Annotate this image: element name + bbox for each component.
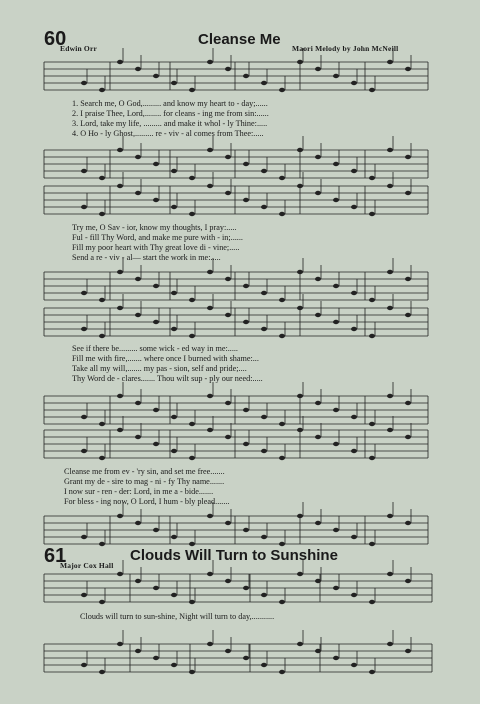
notehead xyxy=(135,435,141,439)
notehead xyxy=(243,528,249,532)
treble-staff xyxy=(44,430,428,458)
notehead xyxy=(171,169,177,173)
notehead xyxy=(243,408,249,412)
lyric-line: Grant my de - sire to mag - ni - fy Thy name....... xyxy=(64,477,225,486)
lyric-line: Take all my will,....... my pas - sion, self and pride;.... xyxy=(72,364,247,373)
notehead xyxy=(405,191,411,195)
hymn-number: 61 xyxy=(44,545,67,567)
notehead xyxy=(279,88,285,92)
notehead xyxy=(135,155,141,159)
notehead xyxy=(117,306,123,310)
notehead xyxy=(297,514,303,518)
notehead xyxy=(279,176,285,180)
notehead xyxy=(261,327,267,331)
notehead xyxy=(81,169,87,173)
lyric-line: See if there be......... some wick - ed way in me:..... xyxy=(72,344,238,353)
notehead xyxy=(243,74,249,78)
notehead xyxy=(315,521,321,525)
music-credit: Major Cox Hall xyxy=(60,561,114,570)
notehead xyxy=(81,663,87,667)
notehead xyxy=(225,67,231,71)
notehead xyxy=(135,521,141,525)
notehead xyxy=(117,514,123,518)
bass-staff xyxy=(44,644,432,672)
notehead xyxy=(279,298,285,302)
lyric-line: Cleanse me from ev - 'ry sin, and set me free....... xyxy=(64,467,225,476)
notehead xyxy=(153,162,159,166)
notehead xyxy=(81,81,87,85)
notehead xyxy=(117,60,123,64)
notehead xyxy=(225,521,231,525)
notehead xyxy=(351,205,357,209)
notehead xyxy=(351,415,357,419)
notehead xyxy=(135,401,141,405)
notehead xyxy=(153,408,159,412)
notehead xyxy=(189,334,195,338)
notehead xyxy=(207,306,213,310)
notehead xyxy=(405,67,411,71)
notehead xyxy=(279,670,285,674)
notehead xyxy=(315,155,321,159)
bass-staff xyxy=(44,272,428,300)
notehead xyxy=(297,270,303,274)
notehead xyxy=(369,176,375,180)
notehead xyxy=(225,313,231,317)
notehead xyxy=(279,600,285,604)
notehead xyxy=(387,148,393,152)
bass-staff xyxy=(44,150,428,178)
notehead xyxy=(99,298,105,302)
notehead xyxy=(333,162,339,166)
notehead xyxy=(189,542,195,546)
notehead xyxy=(387,394,393,398)
notehead xyxy=(369,334,375,338)
notehead xyxy=(261,535,267,539)
lyric-line: Send a re - viv - al— start the work in me:..... xyxy=(72,253,221,262)
notehead xyxy=(153,442,159,446)
hymn-number: 60 xyxy=(44,28,67,50)
notehead xyxy=(351,593,357,597)
notehead xyxy=(225,579,231,583)
notehead xyxy=(99,670,105,674)
treble-staff xyxy=(44,574,432,602)
notehead xyxy=(387,270,393,274)
notehead xyxy=(243,162,249,166)
notehead xyxy=(135,579,141,583)
notehead xyxy=(171,535,177,539)
notehead xyxy=(153,528,159,532)
notehead xyxy=(171,327,177,331)
notehead xyxy=(189,88,195,92)
notehead xyxy=(207,148,213,152)
notehead xyxy=(333,74,339,78)
notehead xyxy=(171,291,177,295)
notehead xyxy=(279,542,285,546)
lyric-line: Fill me with fire,....... where once I burned with shame:... xyxy=(72,354,259,363)
notehead xyxy=(99,334,105,338)
notehead xyxy=(369,212,375,216)
notehead xyxy=(135,313,141,317)
notehead xyxy=(405,155,411,159)
notehead xyxy=(243,198,249,202)
notehead xyxy=(261,449,267,453)
notehead xyxy=(369,298,375,302)
notehead xyxy=(333,442,339,446)
notehead xyxy=(81,205,87,209)
notehead xyxy=(261,81,267,85)
notehead xyxy=(207,514,213,518)
notehead xyxy=(117,394,123,398)
notehead xyxy=(153,586,159,590)
notehead xyxy=(81,415,87,419)
notehead xyxy=(243,284,249,288)
notehead xyxy=(279,212,285,216)
lyric-line: I now sur - ren - der: Lord, in me a - bide....... xyxy=(64,487,214,496)
notehead xyxy=(99,176,105,180)
lyric-line: 3. Lord, take my life, ......... and make it whol - ly Thine:..... xyxy=(72,119,268,128)
notehead xyxy=(279,334,285,338)
hymn-title: Clouds Will Turn to Sunshine xyxy=(130,547,338,564)
notehead xyxy=(351,663,357,667)
notehead xyxy=(135,277,141,281)
notehead xyxy=(333,284,339,288)
notehead xyxy=(369,600,375,604)
notehead xyxy=(297,306,303,310)
lyric-line: Fill my poor heart with Thy great love di - vine;..... xyxy=(72,243,240,252)
notehead xyxy=(243,586,249,590)
notehead xyxy=(333,198,339,202)
notehead xyxy=(189,670,195,674)
treble-staff xyxy=(44,308,428,336)
notehead xyxy=(153,320,159,324)
notehead xyxy=(315,313,321,317)
notehead xyxy=(369,422,375,426)
notehead xyxy=(405,277,411,281)
notehead xyxy=(207,642,213,646)
notehead xyxy=(117,148,123,152)
notehead xyxy=(297,60,303,64)
notehead xyxy=(225,191,231,195)
notehead xyxy=(315,579,321,583)
lyric-line: 2. I praise Thee, Lord,........ for cleans - ing me from sin:...... xyxy=(72,109,269,118)
notehead xyxy=(153,198,159,202)
notehead xyxy=(99,600,105,604)
notehead xyxy=(135,191,141,195)
notehead xyxy=(189,422,195,426)
notehead xyxy=(135,649,141,653)
notehead xyxy=(225,435,231,439)
notehead xyxy=(351,535,357,539)
notehead xyxy=(369,670,375,674)
notehead xyxy=(117,642,123,646)
notehead xyxy=(279,456,285,460)
notehead xyxy=(387,428,393,432)
notehead xyxy=(369,542,375,546)
notehead xyxy=(171,415,177,419)
notehead xyxy=(297,428,303,432)
notehead xyxy=(297,572,303,576)
notehead xyxy=(261,415,267,419)
notehead xyxy=(333,656,339,660)
notehead xyxy=(315,435,321,439)
notehead xyxy=(351,291,357,295)
words-credit: Edwin Orr xyxy=(60,44,98,53)
notehead xyxy=(207,394,213,398)
notehead xyxy=(315,277,321,281)
notehead xyxy=(261,291,267,295)
notehead xyxy=(243,442,249,446)
notehead xyxy=(135,67,141,71)
notehead xyxy=(207,184,213,188)
notehead xyxy=(387,572,393,576)
notehead xyxy=(81,291,87,295)
notehead xyxy=(297,394,303,398)
notehead xyxy=(387,184,393,188)
notehead xyxy=(171,81,177,85)
notehead xyxy=(405,521,411,525)
notehead xyxy=(297,148,303,152)
notehead xyxy=(333,586,339,590)
lyric-line: 1. Search me, O God,......... and know my heart to - day;...... xyxy=(72,99,268,108)
lyric-line: Thy Word de - clares....... Thou wilt sup - ply our need:..... xyxy=(72,374,263,383)
notehead xyxy=(81,327,87,331)
music-credit: Maori Melody by John McNeill xyxy=(292,44,399,53)
notehead xyxy=(189,176,195,180)
notehead xyxy=(261,663,267,667)
notehead xyxy=(81,449,87,453)
notehead xyxy=(315,649,321,653)
notehead xyxy=(315,401,321,405)
notehead xyxy=(225,155,231,159)
notehead xyxy=(207,60,213,64)
notehead xyxy=(333,408,339,412)
notehead xyxy=(351,81,357,85)
notehead xyxy=(171,663,177,667)
notehead xyxy=(189,212,195,216)
notehead xyxy=(99,212,105,216)
notehead xyxy=(387,642,393,646)
notehead xyxy=(189,456,195,460)
notehead xyxy=(243,656,249,660)
notehead xyxy=(261,169,267,173)
notehead xyxy=(351,327,357,331)
notehead xyxy=(333,320,339,324)
notehead xyxy=(117,428,123,432)
notehead xyxy=(99,422,105,426)
notehead xyxy=(369,88,375,92)
lyric-line: Clouds will turn to sun-shine, Night will turn to day,........... xyxy=(80,612,275,621)
notehead xyxy=(333,528,339,532)
lyric-line: For bless - ing now, O Lord, I hum - bly plead....... xyxy=(64,497,230,506)
notehead xyxy=(261,593,267,597)
notehead xyxy=(171,593,177,597)
notehead xyxy=(189,298,195,302)
notehead xyxy=(387,60,393,64)
notehead xyxy=(207,428,213,432)
notehead xyxy=(153,284,159,288)
notehead xyxy=(225,277,231,281)
notehead xyxy=(81,535,87,539)
notehead xyxy=(99,456,105,460)
lyric-line: 4. O Ho - ly Ghost,......... re - viv - al comes from Thee:..... xyxy=(72,129,264,138)
treble-staff xyxy=(44,62,428,90)
notehead xyxy=(243,320,249,324)
bass-staff xyxy=(44,396,428,424)
notehead xyxy=(171,205,177,209)
lyric-line: Try me, O Sav - ior, know my thoughts, I pray:..... xyxy=(72,223,237,232)
treble-staff xyxy=(44,186,428,214)
notehead xyxy=(405,579,411,583)
notehead xyxy=(297,184,303,188)
notehead xyxy=(99,542,105,546)
notehead xyxy=(405,649,411,653)
notehead xyxy=(279,422,285,426)
notehead xyxy=(369,456,375,460)
notehead xyxy=(81,593,87,597)
notehead xyxy=(117,572,123,576)
notehead xyxy=(189,600,195,604)
notehead xyxy=(351,169,357,173)
notehead xyxy=(351,449,357,453)
notehead xyxy=(387,306,393,310)
notehead xyxy=(387,514,393,518)
notehead xyxy=(225,401,231,405)
notehead xyxy=(405,313,411,317)
notehead xyxy=(405,401,411,405)
notehead xyxy=(153,656,159,660)
notehead xyxy=(261,205,267,209)
lyric-line: Ful - fill Thy Word, and make me pure with - in;...... xyxy=(72,233,243,242)
notehead xyxy=(117,184,123,188)
notehead xyxy=(405,435,411,439)
notehead xyxy=(207,572,213,576)
notehead xyxy=(315,191,321,195)
notehead xyxy=(153,74,159,78)
notehead xyxy=(207,270,213,274)
notehead xyxy=(117,270,123,274)
bass-staff xyxy=(44,516,428,544)
notehead xyxy=(99,88,105,92)
notehead xyxy=(171,449,177,453)
notehead xyxy=(225,649,231,653)
notehead xyxy=(315,67,321,71)
hymn-title: Cleanse Me xyxy=(198,31,281,48)
notehead xyxy=(297,642,303,646)
